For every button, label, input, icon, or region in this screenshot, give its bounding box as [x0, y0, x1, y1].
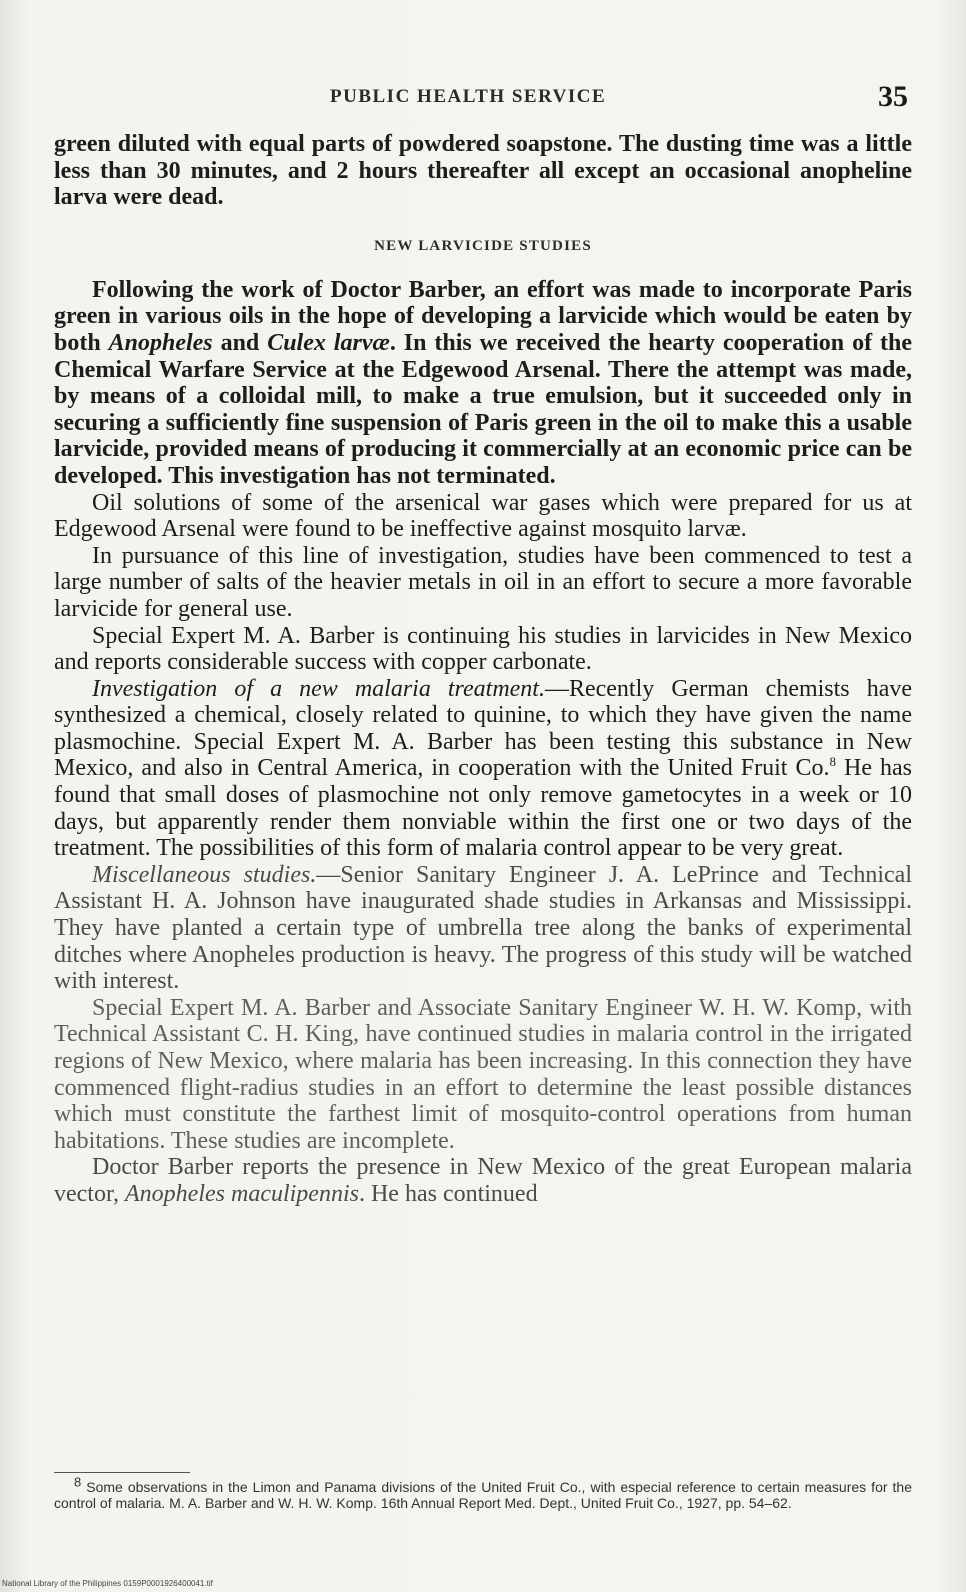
p1-italic-anopheles: Anopheles: [108, 329, 213, 356]
p6-italic-heading: Miscellaneous studies.: [92, 861, 317, 888]
running-head: PUBLIC HEALTH SERVICE: [330, 86, 607, 107]
p5-italic-heading: Investigation of a new malaria treatment.: [92, 675, 545, 702]
paragraph-malaria-treatment: [54, 676, 912, 862]
p5-text-a: —Recently German chemists have synthesized a chemical, closely related to quinine, to which they have given the name plasmochine. Special Expert M. A. Barber has been testing this substance in New Mexico, and also in Central America, in cooperation with the United Fruit Co.: [54, 675, 912, 782]
paragraph-anopheles-maculipennis: [54, 1154, 912, 1207]
footnote-rule: [54, 1472, 190, 1473]
paragraph-larvicide-oils: [54, 277, 912, 490]
footnote-marker: 8: [74, 1474, 82, 1490]
paragraph-continuation: green diluted with equal parts of powdered soapstone. The dusting time was a little less than 30 minutes, and 2 hours thereafter all except an occasional anopheline larva were dead.: [54, 131, 912, 211]
footnote-reference: 8: [829, 754, 836, 770]
footnote-text: Some observations in the Limon and Panama divisions of the United Fruit Co., with especial reference to certain measures for the control of malaria. M. A. Barber and W. H. W. Komp. 16th Annual Report Med. Dept., United Fruit Co., 1927, pp. 54–62.: [54, 1479, 912, 1511]
p8-italic-species: Anopheles maculipennis: [125, 1180, 359, 1207]
footnote: [54, 1474, 912, 1511]
p8-text-a: Doctor Barber reports the presence in New Mexico of the great European malaria vector,: [54, 1154, 912, 1207]
p6-text-a: —Senior Sanitary Engineer J. A. LePrince and Technical Assistant H. A. Johnson have inaugurated shade studies in Arkansas and Mississippi. They have planted a certain type of umbrella tree along the banks of experimental ditches where Anopheles production is heavy. The progress of this study will be watched with interest.: [54, 861, 912, 995]
p8-text-b: . He has continued: [358, 1180, 538, 1207]
paragraph-heavy-metals: In pursuance of this line of investigation, studies have been commenced to test a large number of salts of the heavier metals in oil in an effort to secure a more favorable larvicide for general use.: [54, 542, 912, 622]
page-number: 35: [878, 80, 908, 113]
section-heading: NEW LARVICIDE STUDIES: [374, 237, 592, 254]
p1-italic-culex: Culex larvæ: [267, 329, 390, 356]
p5-text-b: He has found that small doses of plasmochine not only remove gametocytes in a week or 10 days, but apparently render them nonviable within the first one or two days of the treatment. The possibilities of this form of malaria control appear to be very great.: [54, 755, 912, 862]
body-text: [54, 131, 912, 1208]
scan-watermark: National Library of the Philippines 0159P0001926400041.tif: [2, 1579, 213, 1588]
paragraph-war-gases: Oil solutions of some of the arsenical war gases which were prepared for us at Edgewood Arsenal were found to be ineffective against mosquito larvæ.: [54, 489, 912, 543]
page-header: [0, 80, 966, 120]
p1-text-c: . In this we received the hearty cooperation of the Chemical Warfare Service at the Edgewood Arsenal. There the attempt was made, by means of a colloidal mill, to make a true emulsion, but it succeeded only in securing a sufficiently fine suspension of Paris green in the oil to make this a usable larvicide, provided means of producing it commercially at an economic price can be developed. This investigation has not terminated.: [54, 329, 913, 489]
paragraph-miscellaneous-studies: [54, 862, 912, 995]
p1-text-b: and: [212, 329, 268, 356]
p1-text-a: Following the work of Doctor Barber, an effort was made to incorporate Paris green in various oils in the hope of developing a larvicide which would be eaten by both: [54, 276, 912, 356]
paragraph-flight-radius: Special Expert M. A. Barber and Associate Sanitary Engineer W. H. W. Komp, with Technical Assistant C. H. King, have continued studies in malaria control in the irrigated regions of New Mexico, where malaria has been increasing. In this connection they have commenced flight-radius studies in an effort to determine the least possible distances which must constitute the farthest limit of mosquito-control operations from human habitations. These studies are incomplete.: [54, 994, 912, 1154]
paragraph-copper-carbonate: Special Expert M. A. Barber is continuing his studies in larvicides in New Mexico and reports considerable success with copper carbonate.: [54, 622, 912, 676]
